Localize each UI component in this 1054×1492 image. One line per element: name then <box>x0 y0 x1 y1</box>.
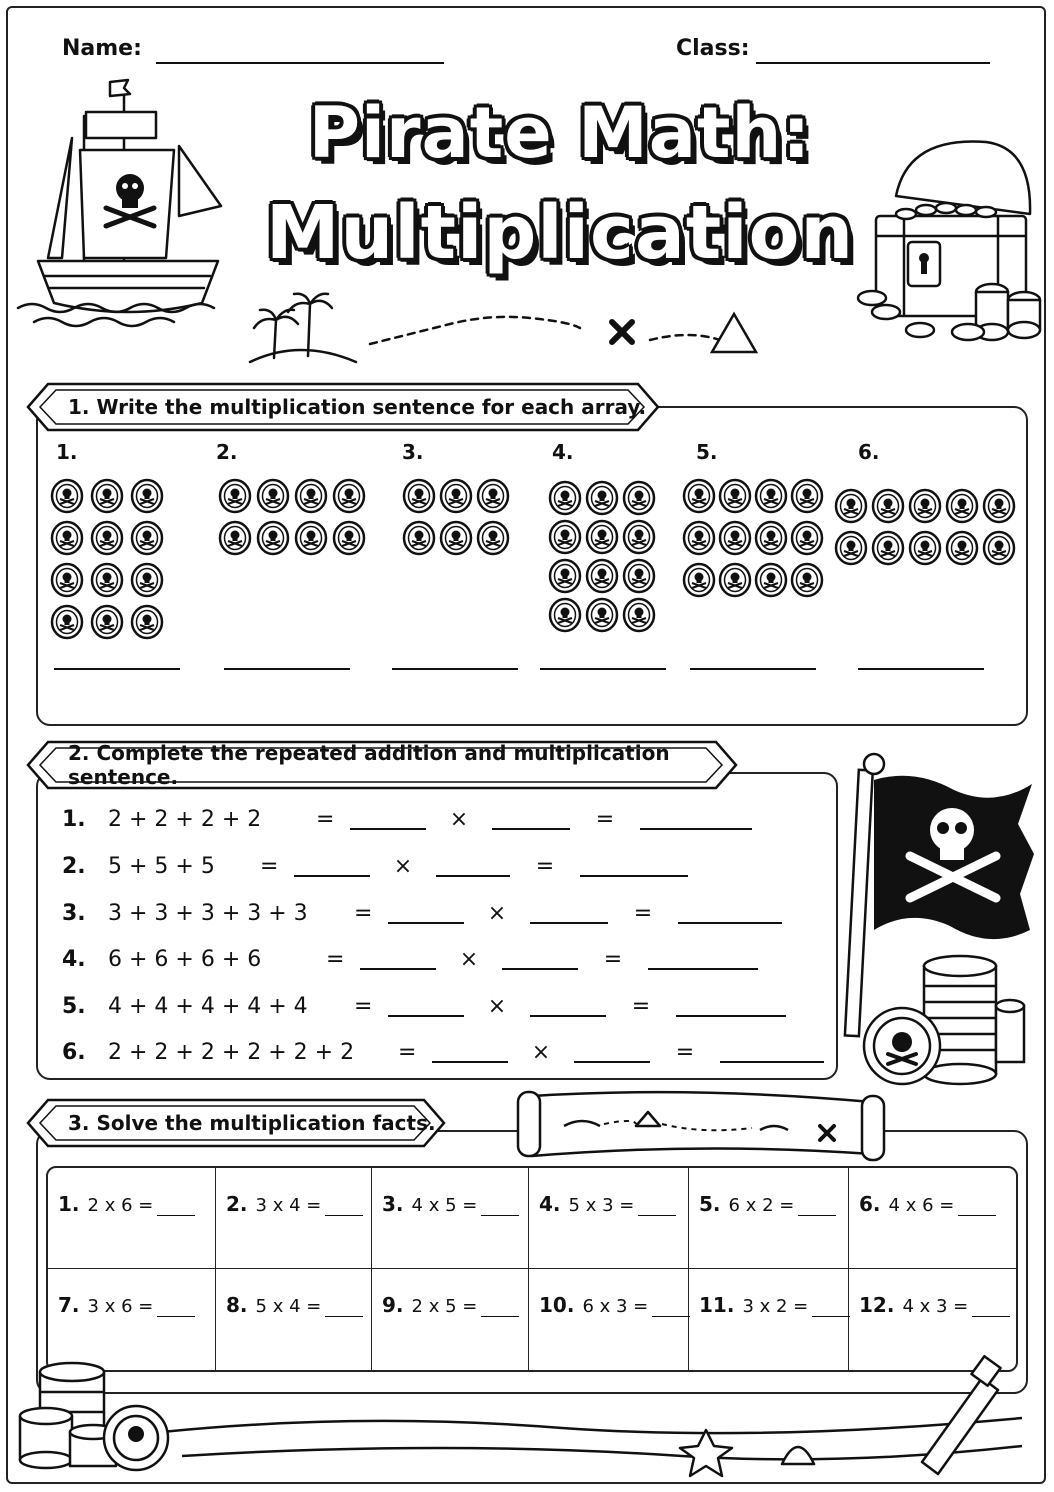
skull-coin-icon <box>871 530 905 566</box>
skull-coin-icon <box>294 478 328 514</box>
skull-coin-icon <box>548 519 582 555</box>
skull-coin-icon <box>476 520 510 556</box>
class-label: Class: <box>676 36 750 61</box>
fact-answer-blank[interactable] <box>157 1300 195 1317</box>
skull-coin-icon <box>754 520 788 556</box>
skull-coin-icon <box>90 520 124 556</box>
skull-coin-icon <box>50 562 84 598</box>
fact-number: 4. <box>539 1192 561 1216</box>
skull-coin-icon <box>130 478 164 514</box>
fact-number: 1. <box>58 1192 80 1216</box>
treasure-map-path-icon <box>246 290 806 368</box>
factor-blank[interactable] <box>350 808 426 830</box>
skull-coin-icon <box>90 562 124 598</box>
equation-row <box>62 991 786 1021</box>
skull-coin-icon <box>718 562 752 598</box>
equation-number: 6. <box>62 1039 86 1065</box>
equation-number: 1. <box>62 806 86 832</box>
fact-expression: 6 x 2 = <box>728 1195 795 1216</box>
skull-coin-icon <box>402 520 436 556</box>
equation-number: 5. <box>62 993 86 1019</box>
skull-coin-icon <box>256 520 290 556</box>
fact-expression: 4 x 5 = <box>411 1195 478 1216</box>
times-sign: × <box>487 900 507 926</box>
fact-answer-blank[interactable] <box>958 1199 996 1216</box>
factor-blank[interactable] <box>388 902 464 924</box>
equals-sign: = <box>631 993 651 1019</box>
skull-coin-icon <box>130 520 164 556</box>
fact-answer-blank[interactable] <box>325 1199 363 1216</box>
skull-coin-icon <box>90 604 124 640</box>
product-blank[interactable] <box>648 948 758 970</box>
array-answer-line[interactable] <box>690 668 816 670</box>
fact-cell <box>529 1168 689 1269</box>
equals-sign: = <box>398 1039 417 1065</box>
skull-coin-icon <box>439 478 473 514</box>
class-field[interactable] <box>756 36 990 64</box>
facts-table <box>46 1166 1018 1372</box>
skull-coin-icon <box>908 488 942 524</box>
array-label: 6. <box>858 440 880 464</box>
fact-number: 7. <box>58 1293 80 1317</box>
fact-number: 11. <box>699 1293 735 1317</box>
skull-coin-icon <box>682 520 716 556</box>
factor-blank[interactable] <box>502 948 578 970</box>
fact-expression: 4 x 3 = <box>902 1296 969 1317</box>
section-1-banner <box>26 382 660 432</box>
fact-answer-blank[interactable] <box>481 1199 519 1216</box>
factor-blank[interactable] <box>294 855 370 877</box>
fact-number: 3. <box>382 1192 404 1216</box>
skull-coin-icon <box>402 478 436 514</box>
fact-expression: 4 x 6 = <box>888 1195 955 1216</box>
array-answer-line[interactable] <box>858 668 984 670</box>
array-answer-line[interactable] <box>540 668 666 670</box>
fact-cell <box>689 1168 849 1269</box>
skull-coin-icon <box>945 530 979 566</box>
fact-expression: 5 x 4 = <box>255 1296 322 1317</box>
skull-coin-icon <box>548 558 582 594</box>
fact-expression: 5 x 3 = <box>568 1195 635 1216</box>
fact-answer-blank[interactable] <box>157 1199 195 1216</box>
skull-coin-icon <box>585 519 619 555</box>
skull-coin-icon <box>256 478 290 514</box>
skull-coin-icon <box>476 478 510 514</box>
factor-blank[interactable] <box>388 995 464 1017</box>
array-answer-line[interactable] <box>224 668 350 670</box>
fact-expression: 3 x 6 = <box>87 1296 154 1317</box>
equation-number: 2. <box>62 853 86 879</box>
array-label: 2. <box>216 440 238 464</box>
array-label: 1. <box>56 440 78 464</box>
section-2-heading: 2. Complete the repeated addition and multiplication sentence. <box>68 741 670 789</box>
fact-number: 9. <box>382 1293 404 1317</box>
equals-sign: = <box>316 806 335 832</box>
skull-coin-icon <box>130 604 164 640</box>
product-blank[interactable] <box>678 902 782 924</box>
skull-coin-icon <box>294 520 328 556</box>
equation-number: 4. <box>62 946 86 972</box>
skull-coin-icon <box>908 530 942 566</box>
fact-answer-blank[interactable] <box>481 1300 519 1317</box>
coin-stack-icon <box>858 950 1038 1090</box>
title-line-1: Pirate Math: <box>308 92 812 174</box>
fact-expression: 2 x 6 = <box>87 1195 154 1216</box>
beach-decoration-icon <box>12 1352 1042 1482</box>
treasure-map-scroll-icon <box>512 1086 896 1166</box>
equals-sign: = <box>675 1039 695 1065</box>
fact-cell <box>48 1168 216 1269</box>
fact-expression: 6 x 3 = <box>582 1296 649 1317</box>
skull-coin-icon <box>332 478 366 514</box>
equals-sign: = <box>535 853 555 879</box>
skull-coin-icon <box>982 488 1016 524</box>
product-blank[interactable] <box>676 995 786 1017</box>
skull-coin-icon <box>50 520 84 556</box>
skull-coin-icon <box>585 480 619 516</box>
skull-coin-icon <box>790 562 824 598</box>
times-sign: × <box>487 993 507 1019</box>
equation-row <box>62 944 758 974</box>
repeated-addition: 2 + 2 + 2 + 2 <box>108 806 262 832</box>
skull-coin-icon <box>982 530 1016 566</box>
skull-coin-icon <box>90 478 124 514</box>
array-label: 5. <box>696 440 718 464</box>
fact-answer-blank[interactable] <box>638 1199 676 1216</box>
fact-number: 6. <box>859 1192 881 1216</box>
times-sign: × <box>531 1039 551 1065</box>
equals-sign: = <box>603 946 623 972</box>
section-2-banner <box>26 740 738 790</box>
equals-sign: = <box>354 993 373 1019</box>
skull-coin-icon <box>622 519 656 555</box>
fact-number: 8. <box>226 1293 248 1317</box>
repeated-addition: 6 + 6 + 6 + 6 <box>108 946 262 972</box>
fact-answer-blank[interactable] <box>652 1300 690 1317</box>
skull-coin-icon <box>622 597 656 633</box>
skull-coin-icon <box>130 562 164 598</box>
skull-coin-icon <box>790 478 824 514</box>
skull-coin-icon <box>834 530 868 566</box>
skull-coin-icon <box>585 597 619 633</box>
factor-blank[interactable] <box>436 855 510 877</box>
fact-expression: 3 x 2 = <box>742 1296 809 1317</box>
skull-coin-icon <box>834 488 868 524</box>
skull-coin-icon <box>754 478 788 514</box>
fact-answer-blank[interactable] <box>798 1199 836 1216</box>
treasure-chest-icon <box>846 126 1046 350</box>
times-sign: × <box>459 946 479 972</box>
skull-coin-icon <box>871 488 905 524</box>
factor-blank[interactable] <box>574 1041 650 1063</box>
factor-blank[interactable] <box>432 1041 508 1063</box>
repeated-addition: 5 + 5 + 5 <box>108 853 215 879</box>
skull-coin-icon <box>585 558 619 594</box>
section-1-heading: 1. Write the multiplication sentence for each array. <box>68 395 647 419</box>
skull-coin-icon <box>622 480 656 516</box>
skull-coin-icon <box>332 520 366 556</box>
fact-cell <box>372 1168 529 1269</box>
repeated-addition: 3 + 3 + 3 + 3 + 3 <box>108 900 308 926</box>
skull-coin-icon <box>622 558 656 594</box>
equals-sign: = <box>354 900 373 926</box>
skull-coin-icon <box>718 520 752 556</box>
equals-sign: = <box>595 806 615 832</box>
skull-coin-icon <box>439 520 473 556</box>
factor-blank[interactable] <box>360 948 436 970</box>
array-answer-line[interactable] <box>392 668 518 670</box>
name-label: Name: <box>62 36 142 61</box>
factor-blank[interactable] <box>492 808 570 830</box>
equals-sign: = <box>326 946 345 972</box>
array-label: 3. <box>402 440 424 464</box>
product-blank[interactable] <box>720 1041 824 1063</box>
fact-number: 5. <box>699 1192 721 1216</box>
skull-coin-icon <box>754 562 788 598</box>
fact-number: 10. <box>539 1293 575 1317</box>
skull-coin-icon <box>548 480 582 516</box>
times-sign: × <box>393 853 413 879</box>
fact-cell <box>849 1168 1016 1269</box>
fact-expression: 2 x 5 = <box>411 1296 478 1317</box>
repeated-addition: 2 + 2 + 2 + 2 + 2 + 2 <box>108 1039 355 1065</box>
fact-number: 12. <box>859 1293 895 1317</box>
section-3-heading: 3. Solve the multiplication facts. <box>68 1111 436 1135</box>
array-answer-line[interactable] <box>54 668 180 670</box>
equation-row <box>62 1037 824 1067</box>
array-label: 4. <box>552 440 574 464</box>
fact-cell <box>216 1168 372 1269</box>
equation-row <box>62 898 782 928</box>
times-sign: × <box>449 806 469 832</box>
skull-coin-icon <box>218 478 252 514</box>
title-line-2: Multiplication <box>265 190 855 276</box>
equation-row <box>62 851 688 881</box>
factor-blank[interactable] <box>530 902 608 924</box>
skull-coin-icon <box>682 562 716 598</box>
name-field[interactable] <box>156 36 444 64</box>
equals-sign: = <box>260 853 279 879</box>
equation-row <box>62 804 752 834</box>
skull-coin-icon <box>218 520 252 556</box>
skull-coin-icon <box>50 604 84 640</box>
skull-coin-icon <box>945 488 979 524</box>
repeated-addition: 4 + 4 + 4 + 4 + 4 <box>108 993 308 1019</box>
fact-answer-blank[interactable] <box>325 1300 363 1317</box>
equation-number: 3. <box>62 900 86 926</box>
skull-coin-icon <box>790 520 824 556</box>
factor-blank[interactable] <box>530 995 606 1017</box>
product-blank[interactable] <box>580 855 688 877</box>
pirate-ship-icon <box>14 76 236 336</box>
fact-number: 2. <box>226 1192 248 1216</box>
fact-answer-blank[interactable] <box>812 1300 850 1317</box>
fact-expression: 3 x 4 = <box>255 1195 322 1216</box>
equals-sign: = <box>633 900 653 926</box>
skull-coin-icon <box>50 478 84 514</box>
skull-coin-icon <box>682 478 716 514</box>
fact-answer-blank[interactable] <box>972 1300 1010 1317</box>
skull-coin-icon <box>718 478 752 514</box>
skull-coin-icon <box>548 597 582 633</box>
section-3-banner <box>26 1098 446 1148</box>
product-blank[interactable] <box>640 808 752 830</box>
